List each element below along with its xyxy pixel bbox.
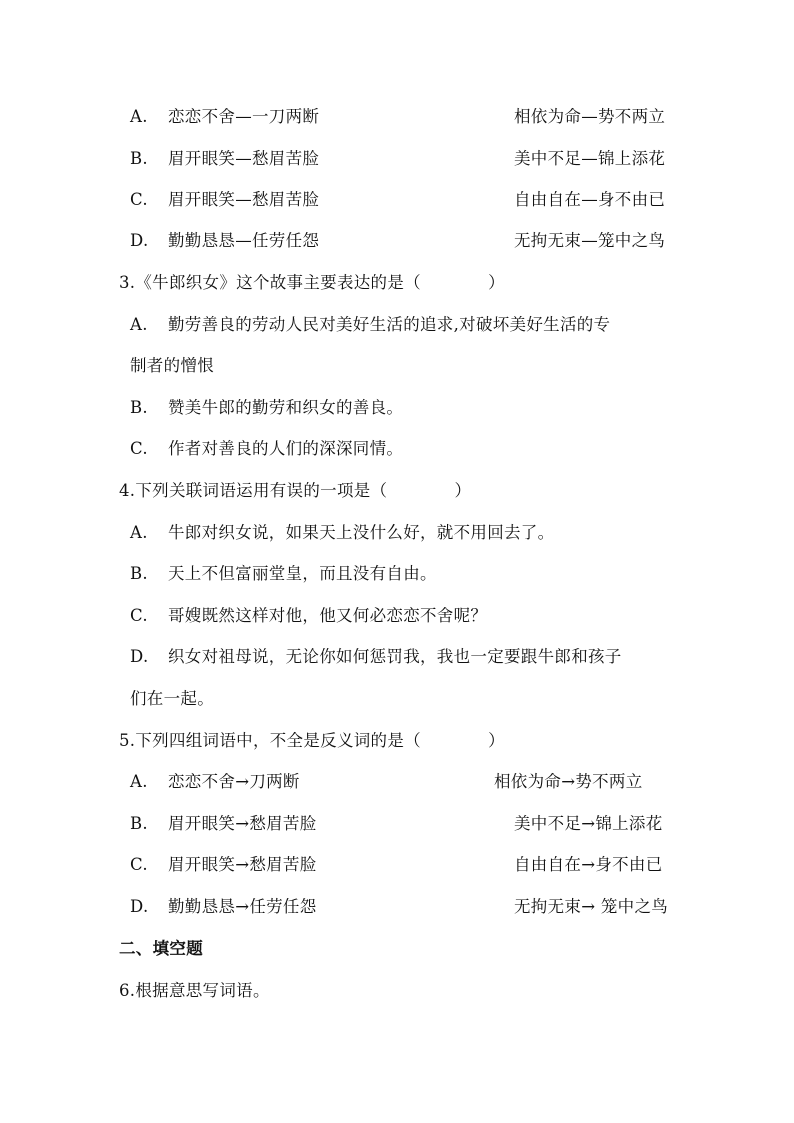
- option-right-text: 自由自在—身不由已: [514, 190, 666, 209]
- q4-option-b: [130, 563, 437, 585]
- q3-option-b: [130, 397, 403, 419]
- option-left-text: 恋恋不舍→刀两断: [168, 772, 300, 791]
- option-letter: B.: [130, 564, 148, 583]
- option-right-text: 无拘无束—笼中之鸟: [514, 231, 666, 250]
- q4-option-d-continuation: 们在一起。: [130, 689, 214, 708]
- option-letter: B.: [130, 814, 148, 833]
- option-letter: D.: [130, 231, 149, 250]
- option-right-text: 自由自在→身不由已: [514, 855, 663, 874]
- q3-option-a: [130, 314, 610, 336]
- q3-option-a-continuation: 制者的憎恨: [130, 356, 214, 375]
- section-heading: 二、填空题: [119, 939, 203, 958]
- q2-option-b: [130, 148, 666, 170]
- option-left-text: 恋恋不舍—一刀两断: [168, 107, 320, 126]
- option-letter: D.: [130, 647, 149, 666]
- q3-option-c: [130, 438, 403, 460]
- q5-option-a: [130, 771, 643, 793]
- option-letter: D.: [130, 897, 149, 916]
- option-right-text: 美中不足—锦上添花: [514, 149, 666, 168]
- q4-option-a: [130, 522, 554, 544]
- option-left-text: 勤勤恳恳—任劳任怨: [168, 231, 320, 250]
- option-left-text: 眉开眼笑→愁眉苦脸: [168, 855, 317, 874]
- option-text: 勤劳善良的劳动人民对美好生活的追求,对破坏美好生活的专: [168, 315, 611, 334]
- q5-option-b: [130, 813, 663, 835]
- option-letter: A.: [130, 315, 148, 334]
- option-left-text: 眉开眼笑—愁眉苦脸: [168, 149, 320, 168]
- option-letter: C.: [130, 439, 148, 458]
- option-letter: A.: [130, 772, 148, 791]
- q4-option-c: [130, 605, 487, 627]
- option-letter: A.: [130, 523, 148, 542]
- option-left-text: 勤勤恳恳→任劳任怨: [168, 897, 317, 916]
- option-text: 织女对祖母说，无论你如何惩罚我，我也一定要跟牛郎和孩子: [168, 647, 622, 666]
- option-letter: A.: [130, 107, 148, 126]
- q4-stem: 4.下列关联词语运用有误的一项是（ ）: [119, 481, 472, 500]
- option-right-text: 相依为命—势不两立: [514, 107, 666, 126]
- option-text: 作者对善良的人们的深深同情。: [168, 439, 404, 458]
- q2-option-d: [130, 230, 666, 252]
- q2-option-c: [130, 189, 666, 211]
- option-text: 牛郎对织女说，如果天上没什么好，就不用回去了。: [168, 523, 555, 542]
- option-letter: C.: [130, 190, 148, 209]
- option-letter: C.: [130, 606, 148, 625]
- option-text: 天上不但富丽堂皇，而且没有自由。: [168, 564, 437, 583]
- option-left-text: 眉开眼笑→愁眉苦脸: [168, 814, 317, 833]
- q5-option-c: [130, 854, 663, 876]
- option-letter: B.: [130, 149, 148, 168]
- option-right-text: 美中不足→锦上添花: [514, 814, 663, 833]
- option-text: 赞美牛郎的勤劳和织女的善良。: [168, 398, 404, 417]
- q5-stem: 5.下列四组词语中，不全是反义词的是（ ）: [119, 731, 505, 750]
- q4-option-d: [130, 646, 622, 668]
- q5-option-d: [130, 896, 669, 918]
- q6-stem: 6.根据意思写词语。: [119, 981, 270, 1000]
- option-letter: B.: [130, 398, 148, 417]
- option-text: 哥嫂既然这样对他，他又何必恋恋不舍呢？: [168, 606, 488, 625]
- option-right-text: 相依为命→势不两立: [494, 772, 643, 791]
- q2-option-a: [130, 106, 666, 128]
- option-letter: C.: [130, 855, 148, 874]
- option-left-text: 眉开眼笑—愁眉苦脸: [168, 190, 320, 209]
- q3-stem: 3.《牛郎织女》这个故事主要表达的是（ ）: [119, 273, 505, 292]
- option-right-text: 无拘无束→ 笼中之鸟: [514, 897, 669, 916]
